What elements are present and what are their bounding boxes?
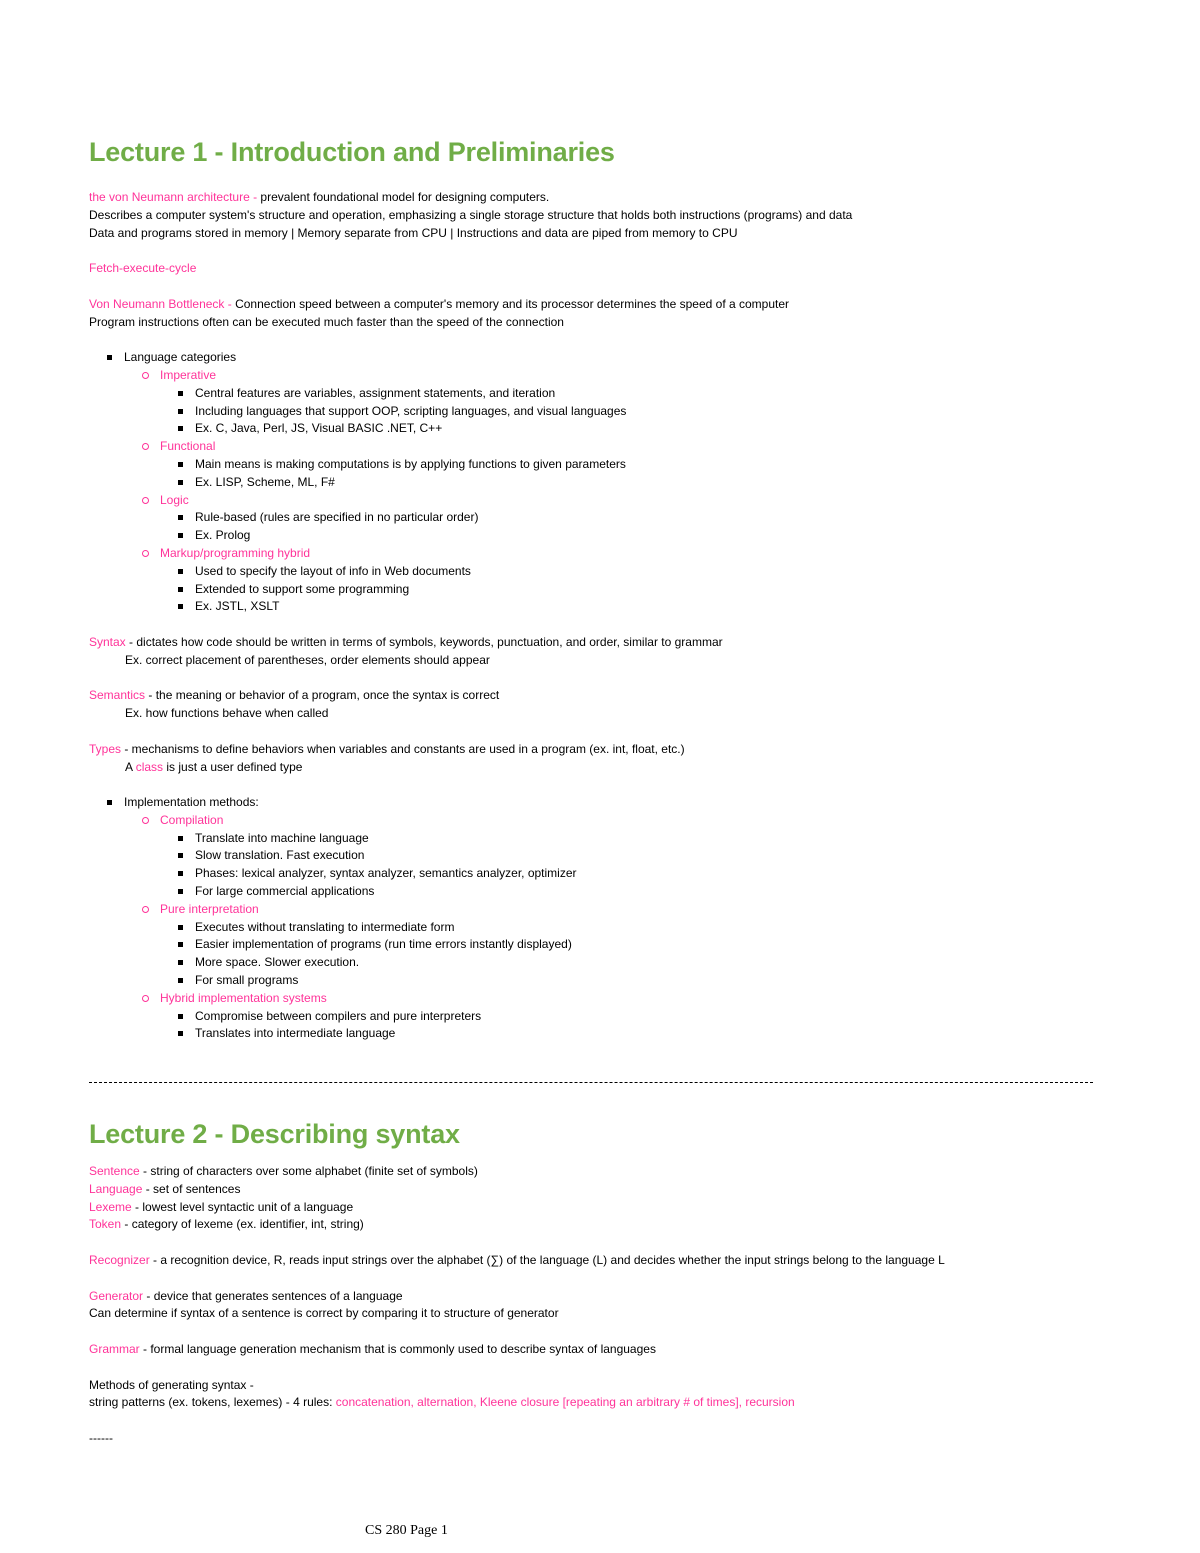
list-item: Rule-based (rules are specified in no particular order) <box>89 509 1109 527</box>
bottleneck-line2: Program instructions often can be executed much faster than the speed of the connection <box>89 314 564 329</box>
von-neumann-term: the von Neumann architecture - <box>89 190 261 204</box>
recognizer-definition: Recognizer - a recognition device, R, reads input strings over the alphabet (∑) of the language (L) and decides whether the input strings belong to the language L <box>89 1252 945 1267</box>
list-item: Language categories <box>89 349 1109 367</box>
lexeme-definition: Lexeme - lowest level syntactic unit of a language <box>89 1199 354 1214</box>
section-divider <box>89 1082 1093 1083</box>
list-item: Translates into intermediate language <box>89 1025 1109 1043</box>
semantics-term: Semantics <box>89 688 146 703</box>
von-neumann-line3: Data and programs stored in memory | Memory separate from CPU | Instructions and data are piped from memory to CPU <box>89 225 738 240</box>
grammar-definition: Grammar - formal language generation mechanism that is commonly used to describe syntax of languages <box>89 1341 656 1356</box>
methods-heading: Methods of generating syntax - <box>89 1377 254 1392</box>
dashes: ------ <box>89 1430 113 1445</box>
list-item: Implementation methods: <box>89 794 1109 812</box>
von-neumann-line2: Describes a computer system's structure and operation, emphasizing a single storage structure that holds both instructions (programs) and data <box>89 207 853 222</box>
list-item: Ex. Prolog <box>89 527 1109 545</box>
list-item: For large commercial applications <box>89 883 1109 901</box>
syntax-term: Syntax <box>89 634 126 649</box>
list-item: Hybrid implementation systems <box>89 990 1109 1008</box>
lecture-2-content <box>89 1110 1109 1448</box>
list-item: Extended to support some programming <box>89 581 1109 599</box>
list-item: Ex. C, Java, Perl, JS, Visual BASIC .NET, C++ <box>89 420 1109 438</box>
list-item: Pure interpretation <box>89 901 1109 919</box>
von-neumann-definition: the von Neumann architecture - prevalent foundational model for designing computers. <box>89 190 550 204</box>
page-footer: CS 280 Page 1 <box>365 1523 448 1538</box>
class-term: class <box>135 759 164 774</box>
list-item: Logic <box>89 492 1109 510</box>
language-definition: Language - set of sentences <box>89 1181 241 1196</box>
list-item: Main means is making computations is by applying functions to given parameters <box>89 456 1109 474</box>
list-item: Markup/programming hybrid <box>89 545 1109 563</box>
generator-line2: Can determine if syntax of a sentence is correct by comparing it to structure of generator <box>89 1306 559 1321</box>
list-item: Including languages that support OOP, scripting languages, and visual languages <box>89 403 1109 421</box>
list-item: Used to specify the layout of info in Web documents <box>89 563 1109 581</box>
list-item: Phases: lexical analyzer, syntax analyzer, semantics analyzer, optimizer <box>89 865 1109 883</box>
types-term: Types <box>89 741 122 756</box>
bottleneck-term: Von Neumann Bottleneck - <box>89 296 236 311</box>
list-item: Imperative <box>89 367 1109 385</box>
language-categories-list <box>89 349 1109 616</box>
syntax-example: Ex. correct placement of parentheses, order elements should appear <box>125 652 490 667</box>
generator-definition: Generator - device that generates sentences of a language <box>89 1288 403 1303</box>
string-patterns: string patterns (ex. tokens, lexemes) - 4 rules: concatenation, alternation, Kleene closure [repeating an arbitrary # of times], recursion <box>89 1395 795 1410</box>
list-item: Compilation <box>89 812 1109 830</box>
sentence-definition: Sentence - string of characters over some alphabet (finite set of symbols) <box>89 1164 478 1178</box>
implementation-methods-list <box>89 794 1109 1043</box>
list-item: Translate into machine language <box>89 830 1109 848</box>
token-definition: Token - category of lexeme (ex. identifier, int, string) <box>89 1217 364 1232</box>
lecture-2-title: Lecture 2 - Describing syntax <box>89 1119 460 1149</box>
types-definition: Types - mechanisms to define behaviors when variables and constants are used in a program (ex. int, float, etc.) <box>89 741 685 756</box>
pattern-rules: concatenation, alternation, Kleene closure [repeating an arbitrary # of times], recursion <box>335 1395 795 1410</box>
bottleneck-definition: Von Neumann Bottleneck - Connection speed between a computer's memory and its processor determines the speed of a computer <box>89 296 790 311</box>
syntax-definition: Syntax - dictates how code should be written in terms of symbols, keywords, punctuation, and order, similar to grammar <box>89 634 723 649</box>
list-item: Ex. LISP, Scheme, ML, F# <box>89 474 1109 492</box>
semantics-example: Ex. how functions behave when called <box>125 706 329 721</box>
list-item: Slow translation. Fast execution <box>89 847 1109 865</box>
list-item: Functional <box>89 438 1109 456</box>
list-item: Easier implementation of programs (run time errors instantly displayed) <box>89 936 1109 954</box>
semantics-definition: Semantics - the meaning or behavior of a program, once the syntax is correct <box>89 688 500 703</box>
list-item: More space. Slower execution. <box>89 954 1109 972</box>
fetch-execute-cycle: Fetch-execute-cycle <box>89 261 197 276</box>
types-example: A class is just a user defined type <box>125 759 303 774</box>
list-item: Central features are variables, assignment statements, and iteration <box>89 385 1109 403</box>
lecture-1-title: Lecture 1 - Introduction and Preliminaries <box>89 137 615 167</box>
list-item: Compromise between compilers and pure interpreters <box>89 1008 1109 1026</box>
list-item: Executes without translating to intermediate form <box>89 919 1109 937</box>
list-item: For small programs <box>89 972 1109 990</box>
page-content <box>89 128 1109 1043</box>
list-item: Ex. JSTL, XSLT <box>89 598 1109 616</box>
